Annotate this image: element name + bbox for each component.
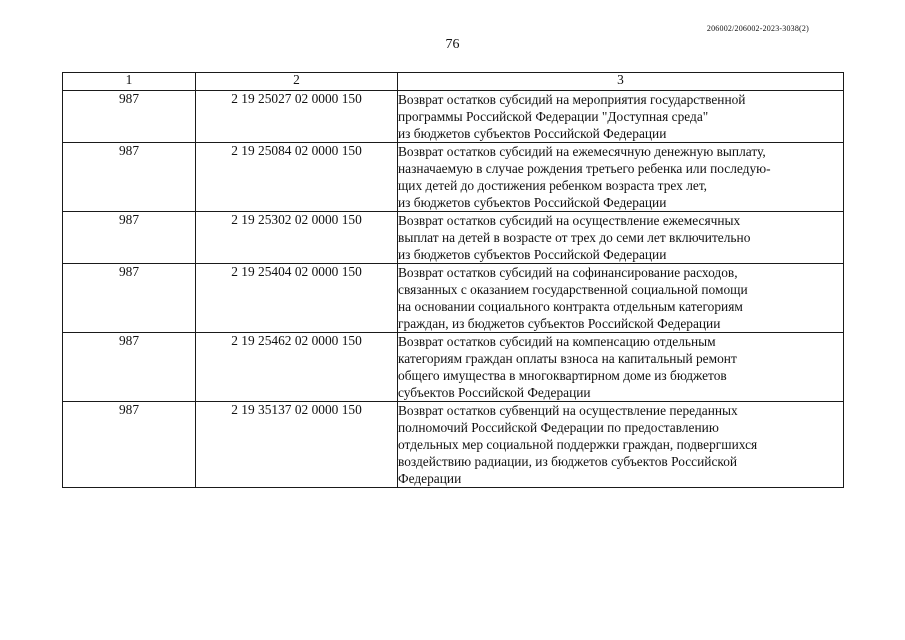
description-line: щих детей до достижения ребенком возраста трех лет,	[398, 178, 708, 193]
description-cell	[398, 333, 844, 402]
table-row	[63, 212, 844, 264]
description-line: программы Российской Федерации "Доступная среда"	[398, 109, 709, 124]
description-line: воздействию радиации, из бюджетов субъектов Российской	[398, 454, 738, 469]
description-line: Федерации	[398, 471, 462, 486]
description-line: выплат на детей в возрасте от трех до семи лет включительно	[398, 230, 751, 245]
description-line: Возврат остатков субсидий на мероприятия государственной	[398, 92, 746, 107]
document-id: 206002/206002-2023-3038(2)	[706, 24, 809, 33]
budget-code-cell: 2 19 25084 02 0000 150	[196, 143, 398, 212]
column-header-1: 1	[63, 73, 196, 91]
admin-code-cell: 987	[63, 143, 196, 212]
admin-code-cell: 987	[63, 212, 196, 264]
description-line: из бюджетов субъектов Российской Федерации	[398, 126, 667, 141]
description-line: Возврат остатков субсидий на осуществление ежемесячных	[398, 213, 741, 228]
description-cell	[398, 264, 844, 333]
table-row	[63, 402, 844, 488]
page-number: 76	[445, 37, 460, 52]
description-line: Возврат остатков субсидий на ежемесячную денежную выплату,	[398, 144, 766, 159]
column-header-3: 3	[398, 73, 844, 91]
description-line: из бюджетов субъектов Российской Федерации	[398, 247, 667, 262]
admin-code-cell: 987	[63, 333, 196, 402]
admin-code-cell: 987	[63, 264, 196, 333]
table-row	[63, 264, 844, 333]
description-line: Возврат остатков субсидий на компенсацию отдельным	[398, 334, 716, 349]
description-line: Возврат остатков субвенций на осуществление переданных	[398, 403, 738, 418]
budget-code-cell: 2 19 25027 02 0000 150	[196, 91, 398, 143]
description-line: из бюджетов субъектов Российской Федерации	[398, 195, 667, 210]
table-row	[63, 143, 844, 212]
budget-code-cell: 2 19 35137 02 0000 150	[196, 402, 398, 488]
description-line: Возврат остатков субсидий на софинансирование расходов,	[398, 265, 738, 280]
description-line: на основании социального контракта отдельным категориям	[398, 299, 743, 314]
table-row	[63, 91, 844, 143]
description-line: назначаемую в случае рождения третьего ребенка или последую-	[398, 161, 771, 176]
description-cell	[398, 212, 844, 264]
description-line: общего имущества в многоквартирном доме из бюджетов	[398, 368, 727, 383]
admin-code-cell: 987	[63, 402, 196, 488]
budget-code-cell: 2 19 25404 02 0000 150	[196, 264, 398, 333]
table-header-row	[63, 73, 844, 91]
description-cell	[398, 143, 844, 212]
budget-code-cell: 2 19 25302 02 0000 150	[196, 212, 398, 264]
budget-code-cell: 2 19 25462 02 0000 150	[196, 333, 398, 402]
description-line: связанных с оказанием государственной социальной помощи	[398, 282, 748, 297]
description-line: отдельных мер социальной поддержки граждан, подвергшихся	[398, 437, 758, 452]
admin-code-cell: 987	[63, 91, 196, 143]
table-row	[63, 333, 844, 402]
description-line: категориям граждан оплаты взноса на капитальный ремонт	[398, 351, 737, 366]
budget-codes-table	[62, 72, 844, 488]
description-cell	[398, 402, 844, 488]
column-header-2: 2	[196, 73, 398, 91]
description-line: граждан, из бюджетов субъектов Российской Федерации	[398, 316, 721, 331]
description-line: субъектов Российской Федерации	[398, 385, 591, 400]
description-cell	[398, 91, 844, 143]
description-line: полномочий Российской Федерации по предоставлению	[398, 420, 719, 435]
